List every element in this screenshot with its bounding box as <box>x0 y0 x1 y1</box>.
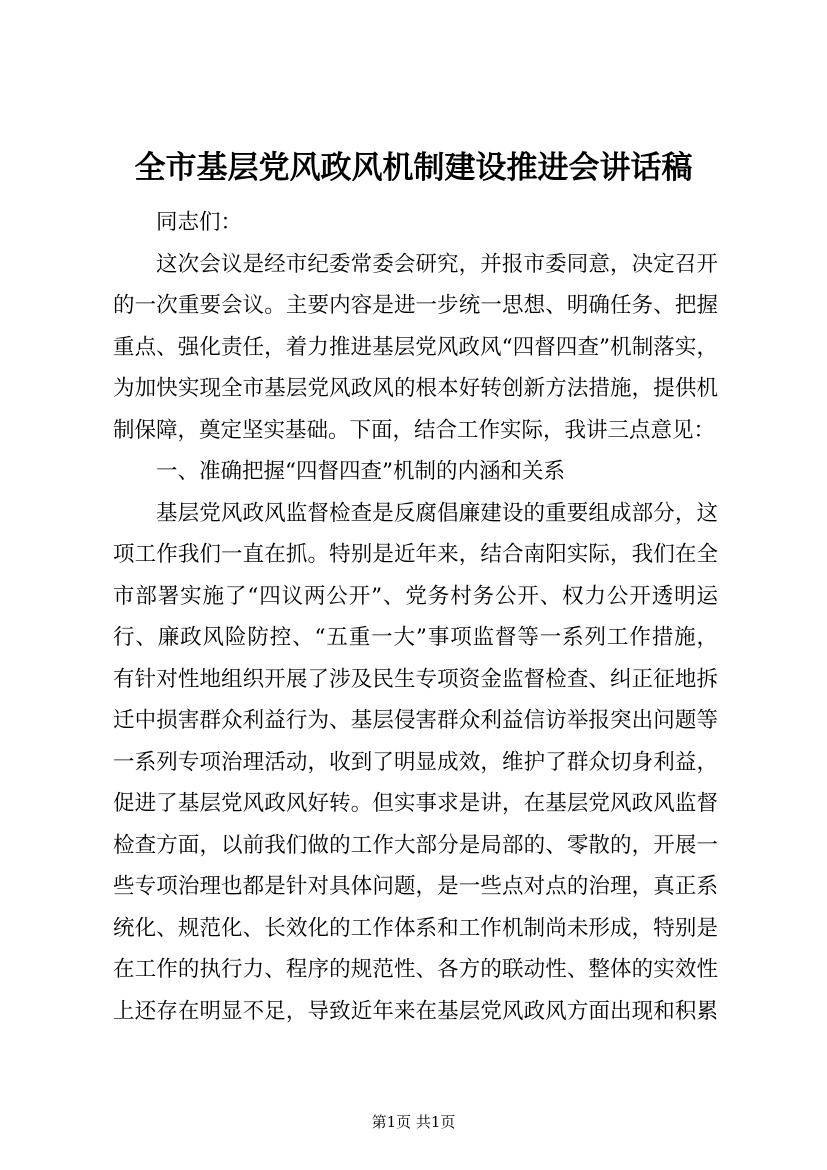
text-line: 市部署实施了“四议两公开”、党务村务公开、权力公开透明运 <box>113 583 718 609</box>
text-line: 行、廉政风险防控、“五重一大”事项监督等一系列工作措施， <box>113 625 718 650</box>
text-line: 在工作的执行力、程序的规范性、各方的联动性、整体的实效性 <box>113 957 718 982</box>
text-line: 为加快实现全市基层党风政风的根本好转创新方法措施，提供机 <box>113 376 718 401</box>
document-body <box>113 202 718 1032</box>
text-line: 统化、规范化、长效化的工作体系和工作机制尚未形成，特别是 <box>113 915 718 941</box>
text-line: 一系列专项治理活动，收到了明显成效，维护了群众切身利益， <box>113 749 718 775</box>
text-line: 些专项治理也都是针对具体问题，是一些点对点的治理，真正系 <box>113 874 718 899</box>
text-line: 同志们： <box>156 210 243 235</box>
text-line: 迁中损害群众利益行为、基层侵害群众利益信访举报突出问题等 <box>113 708 718 733</box>
text-line: 这次会议是经市纪委常委会研究，并报市委同意，决定召开 <box>156 251 718 277</box>
text-line: 制保障，奠定坚实基础。下面，结合工作实际，我讲三点意见： <box>113 417 716 443</box>
text-line: 项工作我们一直在抓。特别是近年来，结合南阳实际，我们在全 <box>113 542 718 567</box>
text-line: 上还存在明显不足，导致近年来在基层党风政风方面出现和积累 <box>113 998 718 1024</box>
text-line: 检查方面，以前我们做的工作大部分是局部的、零散的，开展一 <box>113 832 718 858</box>
text-line: 有针对性地组织开展了涉及民生专项资金监督检查、纠正征地拆 <box>113 666 718 692</box>
text-line: 一、准确把握“四督四查”机制的内涵和关系 <box>156 459 565 484</box>
text-line: 的一次重要会议。主要内容是进一步统一思想、明确任务、把握 <box>113 293 718 318</box>
text-line: 基层党风政风监督检查是反腐倡廉建设的重要组成部分，这 <box>156 500 718 526</box>
document-title: 全市基层党风政风机制建设推进会讲话稿 <box>134 150 693 186</box>
text-line: 重点、强化责任，着力推进基层党风政风“四督四查”机制落实， <box>113 334 718 360</box>
page-footer: 第1页 共1页 <box>371 1113 456 1131</box>
text-line: 促进了基层党风政风好转。但实事求是讲，在基层党风政风监督 <box>113 791 718 816</box>
